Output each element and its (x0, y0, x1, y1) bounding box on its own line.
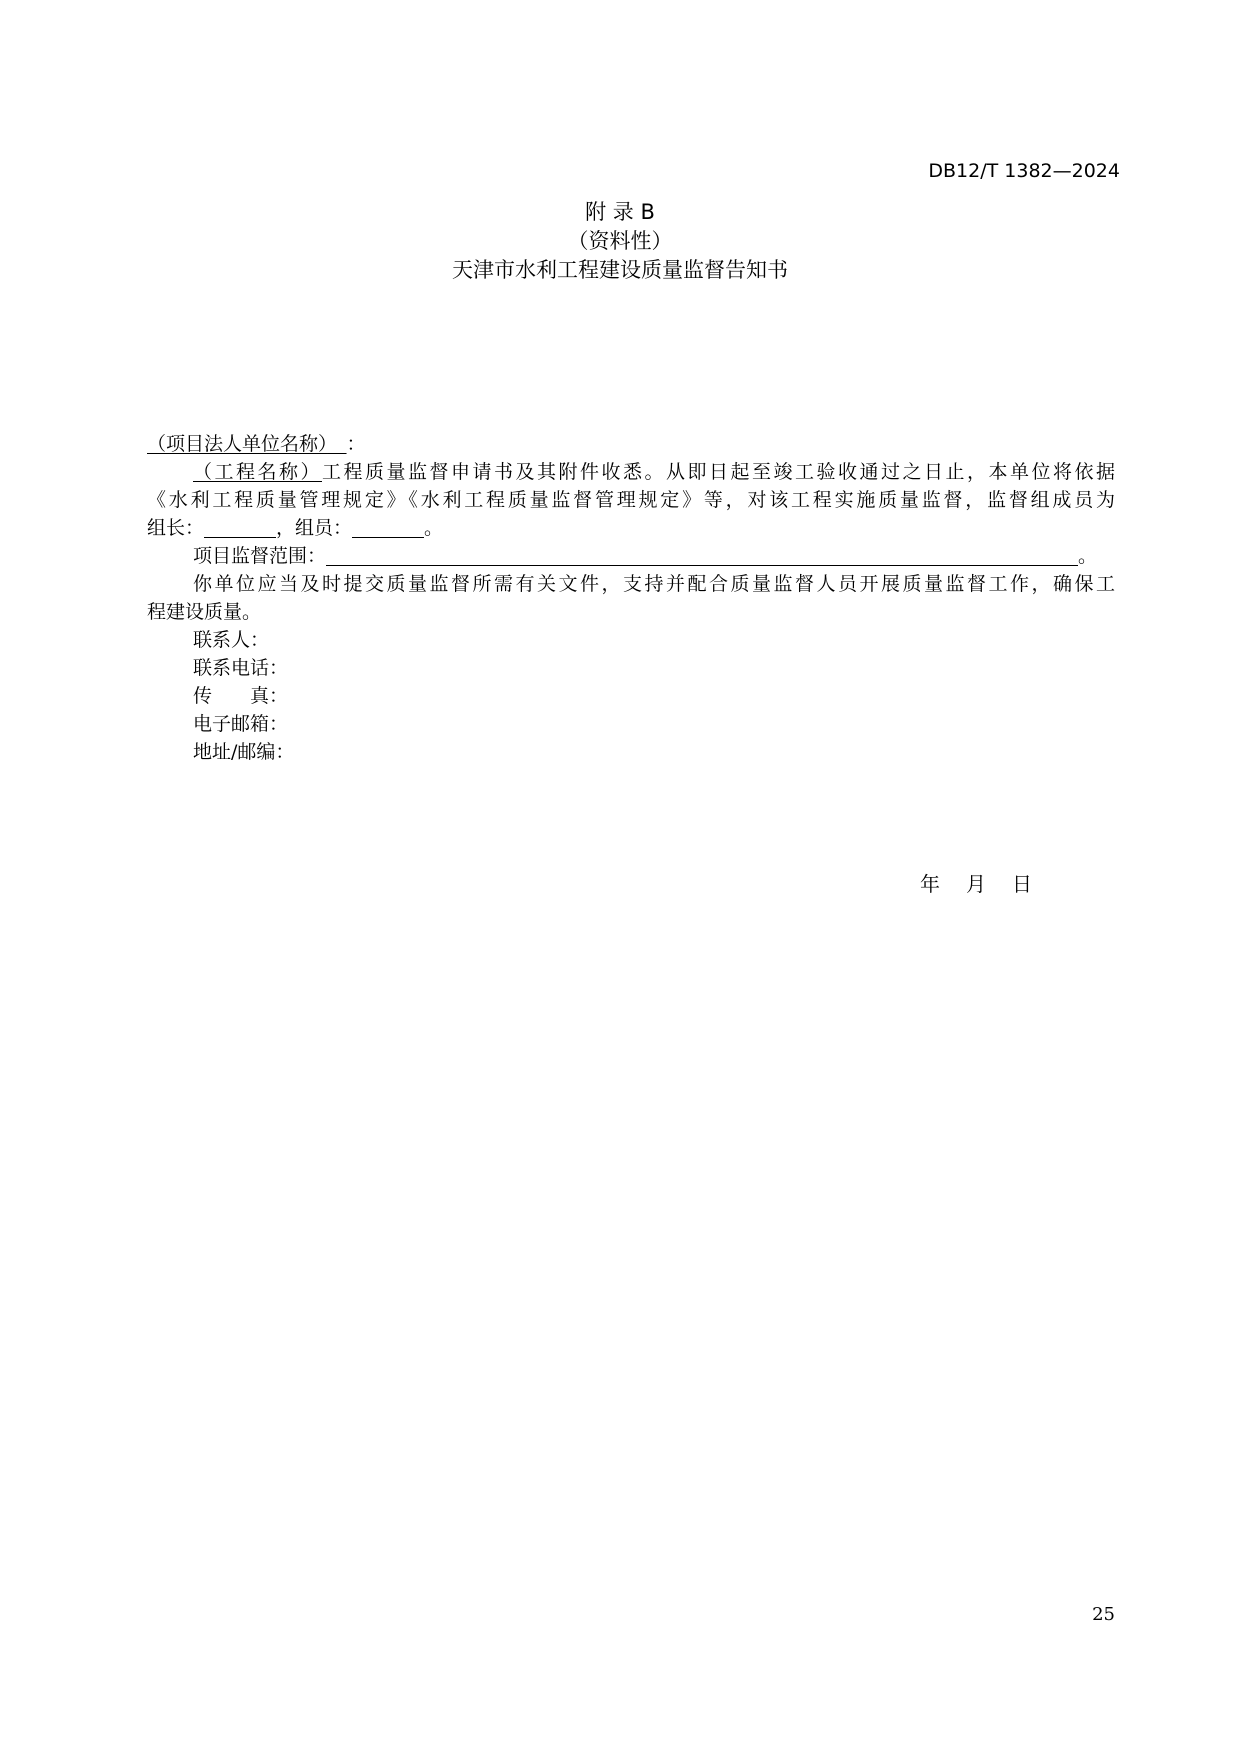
email-label: 电子邮箱： (193, 713, 289, 735)
project-name-placeholder: （工程名称） (193, 461, 322, 483)
date-year: 年 (920, 872, 940, 896)
fax-label: 传 真： (193, 685, 289, 707)
leader-blank (204, 517, 276, 538)
scope-period: 。 (1078, 545, 1098, 567)
team-members-line (147, 514, 1115, 542)
contact-person-label: 联系人： (193, 629, 270, 651)
appendix-heading: 附 录 B (585, 200, 655, 224)
team-period: 。 (424, 517, 444, 539)
appendix-nature: （资料性） (567, 229, 673, 253)
notice-body (147, 430, 1115, 766)
date-day: 日 (1012, 872, 1032, 896)
date-line (920, 868, 1032, 897)
paragraph-2-line-1 (147, 570, 1115, 598)
paragraph-1-text-1: 工程质量监督申请书及其附件收悉。从即日起至竣工验收通过之日止，本单位将依据 (322, 461, 1115, 483)
paragraph-2-text-2: 程建设质量。 (147, 601, 262, 623)
contact-phone-label: 联系电话： (193, 657, 289, 679)
addressee-colon: ： (346, 433, 366, 455)
scope-line (147, 542, 1115, 570)
date-month: 月 (966, 872, 986, 896)
scope-blank (326, 545, 1078, 566)
leader-label: 组长： (147, 517, 205, 539)
address-label: 地址/邮编： (193, 741, 295, 763)
paragraph-1-line-1 (147, 458, 1115, 486)
scope-label: 项目监督范围： (193, 545, 327, 567)
paragraph-2-text-1: 你单位应当及时提交质量监督所需有关文件，支持并配合质量监督人员开展质量监督工作，确保工 (193, 573, 1115, 595)
member-blank (352, 517, 424, 538)
page-number: 25 (1092, 1604, 1115, 1625)
paragraph-1-line-2 (147, 486, 1115, 514)
addressee-placeholder: （项目法人单位名称） (147, 433, 328, 455)
member-label: ，组员： (276, 517, 353, 539)
document-title: 天津市水利工程建设质量监督告知书 (452, 258, 788, 282)
paragraph-2-line-2 (147, 598, 1115, 626)
paragraph-1-text-2: 《水利工程质量管理规定》《水利工程质量监督管理规定》等，对该工程实施质量监督，监督组成员为 (147, 489, 1115, 511)
standard-code: DB12/T 1382—2024 (928, 160, 1120, 182)
addressee-line (147, 430, 1115, 458)
